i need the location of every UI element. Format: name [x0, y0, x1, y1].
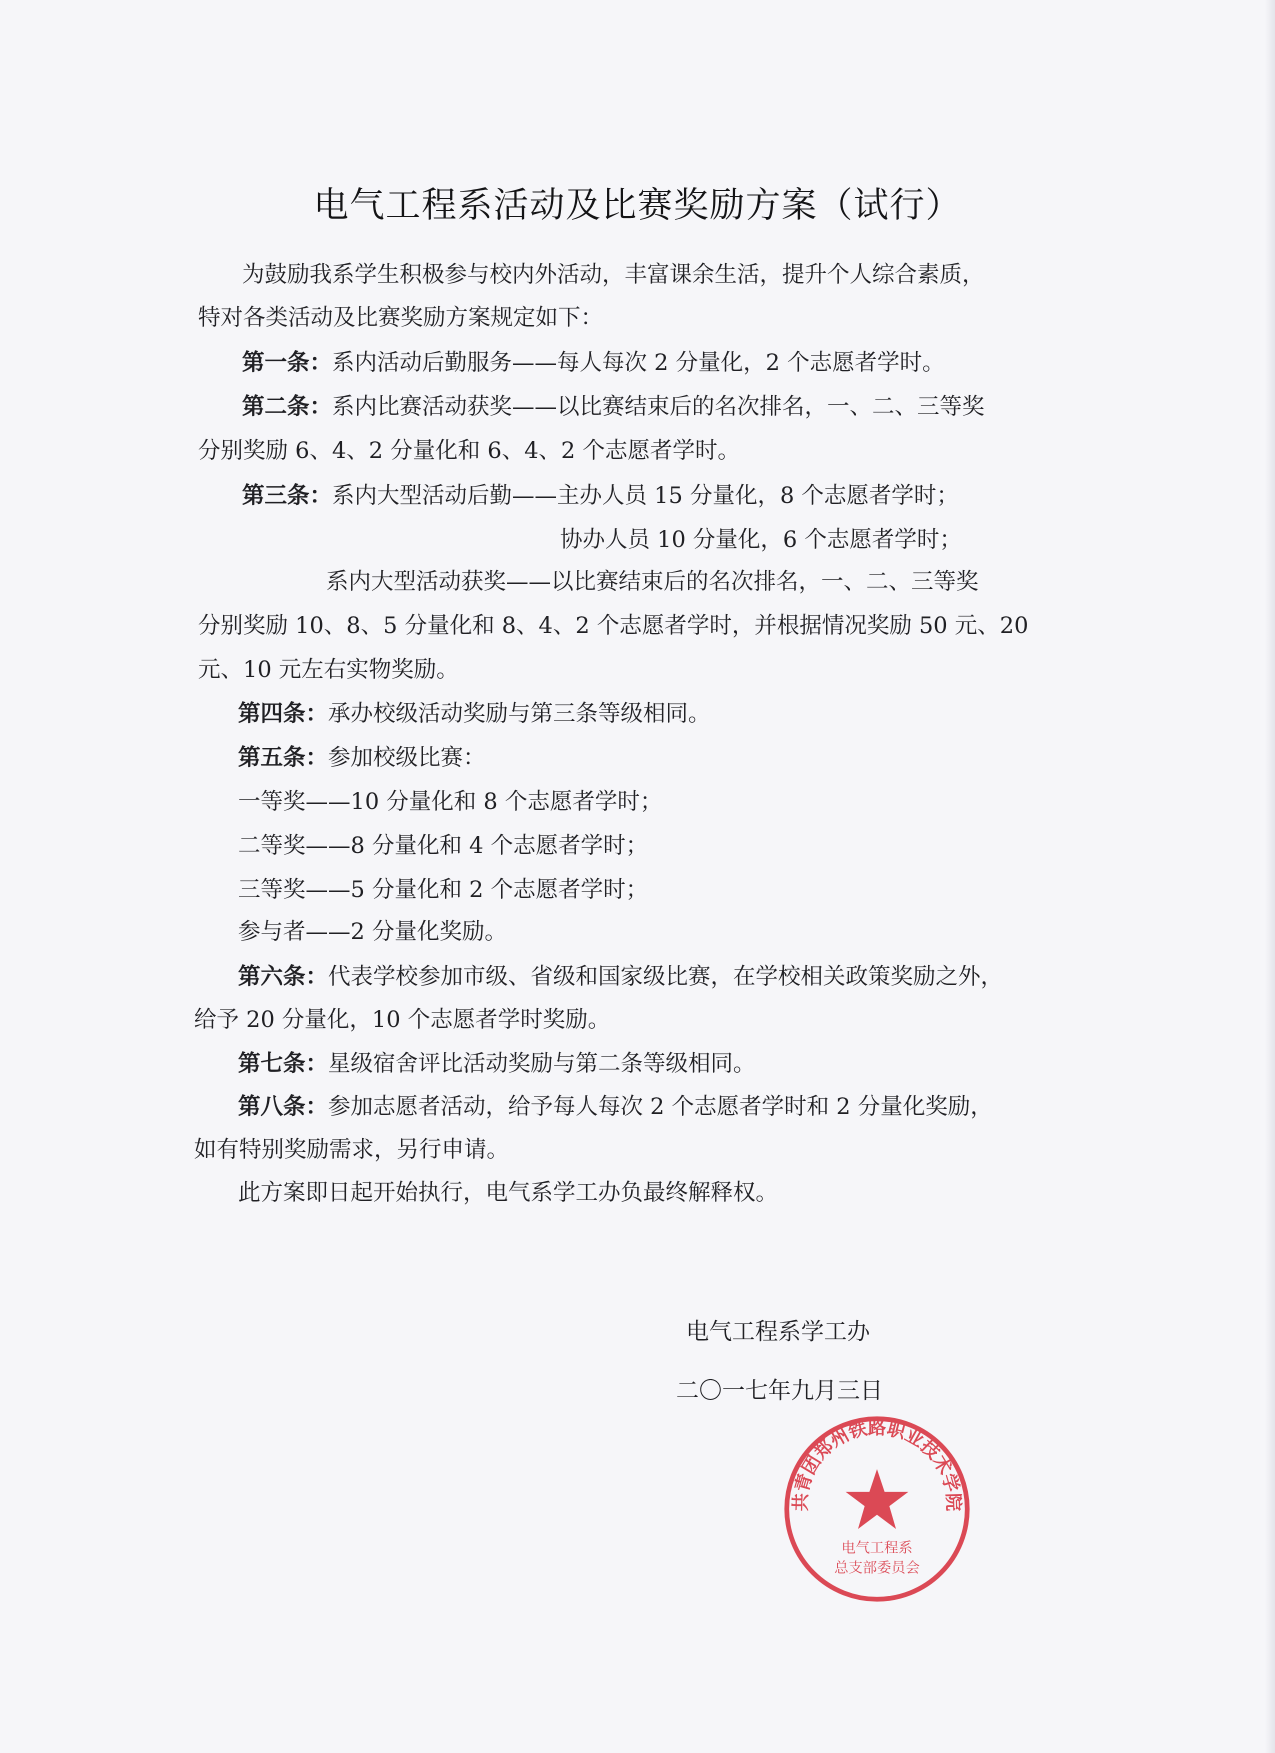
article-7-text: 星级宿舍评比活动奖励与第二条等级相同。 [328, 1051, 756, 1077]
article-3-text: 系内大型活动后勤——主办人员 15 分量化，8 个志愿者学时； [332, 483, 959, 509]
article-6-label: 第六条： [238, 964, 329, 990]
article-8-label: 第八条： [238, 1094, 329, 1120]
prize-third: 三等奖——5 分量化和 2 个志愿者学时； [238, 877, 649, 903]
article-5-label: 第五条： [238, 745, 329, 771]
article-7-label: 第七条： [238, 1051, 329, 1077]
document-title: 电气工程系活动及比赛奖励方案（试行） [313, 186, 962, 226]
article-6 [238, 962, 1003, 992]
article-8 [238, 1092, 993, 1122]
article-3-line-3: 系内大型活动获奖——以比赛结束后的名次排名，一、二、三等奖 [326, 569, 979, 595]
article-3-line-5: 元、10 元左右实物奖励。 [198, 657, 459, 683]
intro-line-1: 为鼓励我系学生积极参与校内外活动，丰富课余生活，提升个人综合素质， [242, 262, 985, 288]
article-1-text: 系内活动后勤服务——每人每次 2 分量化，2 个志愿者学时。 [332, 350, 945, 376]
article-2-text: 系内比赛活动获奖——以比赛结束后的名次排名，一、二、三等奖 [332, 394, 985, 420]
seal-ring-text: 共青团郑州铁路职业技术学院 [790, 1417, 964, 1512]
article-4-label: 第四条： [238, 701, 329, 727]
article-8-text: 参加志愿者活动，给予每人每次 2 个志愿者学时和 2 分量化奖励， [328, 1094, 993, 1120]
article-5 [238, 743, 486, 773]
article-2 [242, 392, 985, 422]
prize-first: 一等奖——10 分量化和 8 个志愿者学时； [238, 789, 663, 815]
official-seal-icon [782, 1414, 972, 1604]
article-4 [238, 699, 711, 729]
prize-second: 二等奖——8 分量化和 4 个志愿者学时； [238, 833, 649, 859]
article-1 [242, 348, 945, 378]
article-1-label: 第一条： [242, 350, 333, 376]
seal-center-line-1: 电气工程系 [841, 1540, 913, 1557]
article-4-text: 承办校级活动奖励与第三条等级相同。 [328, 701, 711, 727]
article-6-text: 代表学校参加市级、省级和国家级比赛，在学校相关政策奖励之外， [328, 964, 1004, 990]
intro-line-2: 特对各类活动及比赛奖励方案规定如下： [198, 305, 604, 331]
signature-org: 电气工程系学工办 [686, 1319, 870, 1345]
article-3-line-4: 分别奖励 10、8、5 分量化和 8、4、2 个志愿者学时，并根据情况奖励 50 元、20 [198, 613, 1029, 639]
scan-edge [1265, 0, 1275, 1753]
article-3 [242, 481, 959, 511]
article-2-label: 第二条： [242, 394, 333, 420]
article-7 [238, 1049, 756, 1079]
article-5-text: 参加校级比赛： [328, 745, 486, 771]
article-3-label: 第三条： [242, 483, 333, 509]
article-3-line-2: 协办人员 10 分量化，6 个志愿者学时； [560, 527, 962, 553]
article-2-cont: 分别奖励 6、4、2 分量化和 6、4、2 个志愿者学时。 [198, 438, 741, 464]
closing-statement: 此方案即日起开始执行，电气系学工办负最终解释权。 [238, 1180, 779, 1206]
article-6-cont: 给予 20 分量化，10 个志愿者学时奖励。 [194, 1007, 611, 1033]
prize-participant: 参与者——2 分量化奖励。 [238, 919, 507, 945]
article-8-cont: 如有特别奖励需求，另行申请。 [194, 1137, 510, 1163]
signature-date: 二〇一七年九月三日 [676, 1378, 883, 1404]
seal-center-line-2: 总支部委员会 [834, 1560, 920, 1577]
